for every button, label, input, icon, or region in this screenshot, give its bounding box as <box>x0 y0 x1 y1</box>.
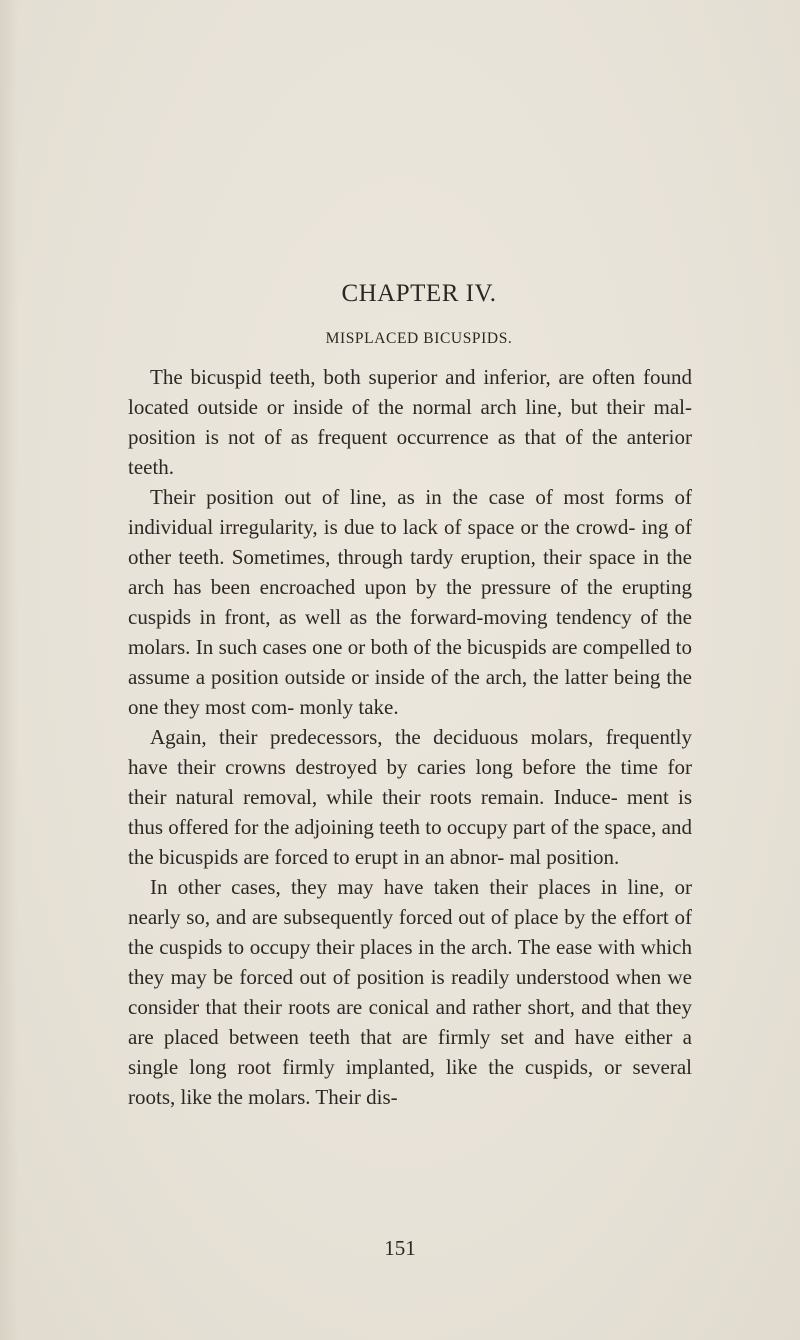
text-block <box>128 280 692 1112</box>
section-title: MISPLACED BICUSPIDS. <box>325 330 513 347</box>
paragraph-3: Again, their predecessors, the deciduous molars, frequently have their crowns destroyed by caries long before the time for their natural removal, while their roots remain. Induce- ment is thus offered for the adjoining teeth to occupy part of the space, and the bicuspids are forced to erupt in an abnor- mal position. <box>128 725 692 869</box>
paragraph-4: In other cases, they may have taken their places in line, or nearly so, and are subsequently forced out of place by the effort of the cuspids to occupy their places in the arch. The ease with which they may be forced out of position is readily understood when we consider that their roots are conical and rather short, and that they are placed between teeth that are firmly set and have either a single long root firmly implanted, like the cuspids, or several roots, like the molars. Their dis- <box>128 875 692 1109</box>
page-edge-shadow <box>0 0 18 1340</box>
paragraph-1: The bicuspid teeth, both superior and inferior, are often found located outside or inside of the normal arch line, but their mal-position is not of as frequent occurrence as that of the anterior teeth. <box>128 365 692 479</box>
chapter-title: CHAPTER IV. <box>341 280 497 307</box>
page-number: 151 <box>384 1236 416 1260</box>
paragraph-2: Their position out of line, as in the case of most forms of individual irregularity, is due to lack of space or the crowd- ing of other teeth. Sometimes, through tardy eruption, their space in the arch has been encroached upon by the pressure of the erupting cuspids in front, as well as the forward-moving tendency of the molars. In such cases one or both of the bicuspids are compelled to assume a position outside or inside of the arch, the latter being the one they most com- monly take. <box>128 485 692 719</box>
